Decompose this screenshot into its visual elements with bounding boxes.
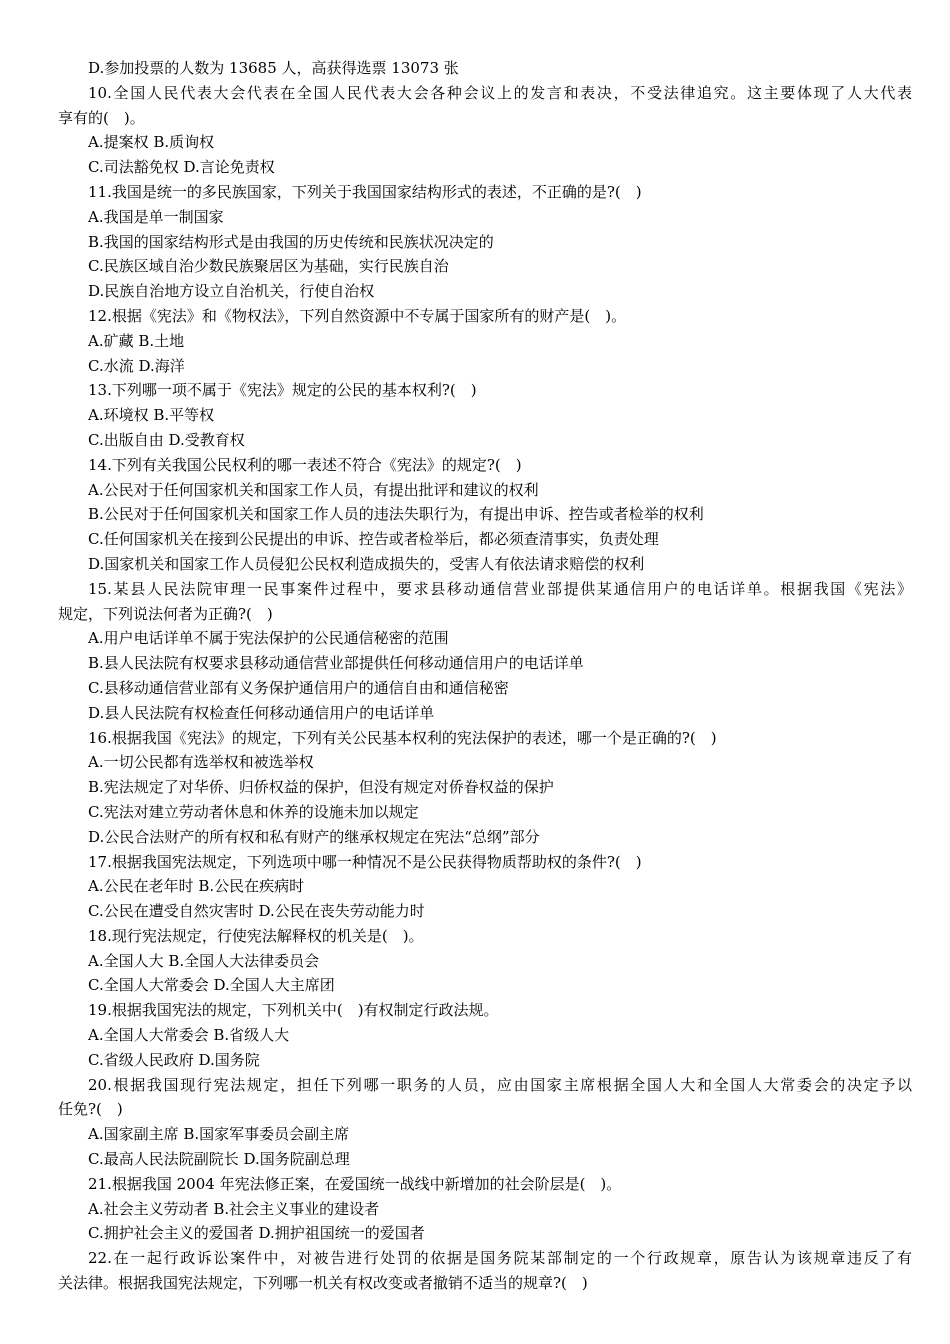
question-21-line: 21.根据我国 2004 年宪法修正案，在爱国统一战线中新增加的社会阶层是( )。	[88, 1174, 622, 1193]
answer-option-line: D.参加投票的人数为 13685 人，高获得选票 13073 张	[88, 59, 459, 77]
answer-option-line: D.民族自治地方设立自治机关，行使自治权	[88, 282, 375, 301]
question-14-line: 14.下列有关我国公民权利的哪一表述不符合《宪法》的规定?( )	[88, 455, 522, 474]
answer-option-line: C.最高人民法院副院长 D.国务院副总理	[88, 1150, 350, 1169]
question-10-line-1: 10.全国人民代表大会代表在全国人民代表大会各种会议上的发言和表决，不受法律追究。这主要体现了人大代表	[88, 83, 912, 102]
question-20-line-1: 20.根据我国现行宪法规定，担任下列哪一职务的人员，应由国家主席根据全国人大和全国人大常委会的决定予以	[88, 1075, 912, 1094]
answer-option-line: D.公民合法财产的所有权和私有财产的继承权规定在宪法“总纲”部分	[88, 827, 540, 846]
answer-option-line: C.县移动通信营业部有义务保护通信用户的通信自由和通信秘密	[88, 678, 509, 697]
question-22-line-1: 22.在一起行政诉讼案件中，对被告进行处罚的依据是国务院某部制定的一个行政规章，原告认为该规章违反了有	[88, 1249, 912, 1268]
answer-option-line: A.全国人大 B.全国人大法律委员会	[88, 951, 320, 970]
answer-option-line: B.公民对于任何国家机关和国家工作人员的违法失职行为，有提出申诉、控告或者检举的权利	[88, 505, 704, 524]
question-15-line-1: 15.某县人民法院审理一民事案件过程中，要求县移动通信营业部提供某通信用户的电话详单。根据我国《宪法》	[88, 579, 912, 598]
answer-option-line: B.县人民法院有权要求县移动通信营业部提供任何移动通信用户的电话详单	[88, 654, 584, 673]
question-18-line: 18.现行宪法规定，行使宪法解释权的机关是( )。	[88, 926, 424, 945]
answer-option-line: A.一切公民都有选举权和被选举权	[88, 753, 314, 772]
answer-option-line: B.宪法规定了对华侨、归侨权益的保护，但没有规定对侨眷权益的保护	[88, 778, 554, 797]
question-20-line-2: 任免?( )	[58, 1100, 123, 1119]
answer-option-line: A.矿藏 B.土地	[88, 331, 185, 350]
answer-option-line: A.社会主义劳动者 B.社会主义事业的建设者	[88, 1199, 380, 1218]
answer-option-line: C.民族区域自治少数民族聚居区为基础，实行民族自治	[88, 257, 449, 276]
answer-option-line: C.全国人大常委会 D.全国人大主席团	[88, 976, 335, 995]
answer-option-line: A.提案权 B.质询权	[88, 133, 215, 152]
answer-option-line: C.司法豁免权 D.言论免责权	[88, 158, 275, 177]
answer-option-line: C.公民在遭受自然灾害时 D.公民在丧失劳动能力时	[88, 902, 425, 921]
question-13-line: 13.下列哪一项不属于《宪法》规定的公民的基本权利?( )	[88, 381, 477, 400]
answer-option-line: C.出版自由 D.受教育权	[88, 430, 245, 449]
answer-option-line: B.我国的国家结构形式是由我国的历史传统和民族状况决定的	[88, 232, 494, 251]
answer-option-line: A.国家副主席 B.国家军事委员会副主席	[88, 1125, 350, 1144]
answer-option-line: C.省级人民政府 D.国务院	[88, 1050, 260, 1069]
answer-option-line: A.公民在老年时 B.公民在疾病时	[88, 877, 305, 896]
answer-option-line: D.国家机关和国家工作人员侵犯公民权利造成损失的，受害人有依法请求赔偿的权利	[88, 554, 645, 573]
answer-option-line: D.县人民法院有权检查任何移动通信用户的电话详单	[88, 703, 435, 722]
answer-option-line: C.宪法对建立劳动者休息和休养的设施未加以规定	[88, 802, 419, 821]
question-12-line: 12.根据《宪法》和《物权法》，下列自然资源中不专属于国家所有的财产是( )。	[88, 306, 627, 325]
question-15-line-2: 规定，下列说法何者为正确?( )	[58, 604, 273, 623]
question-22-line-2: 关法律。根据我国宪法规定，下列哪一机关有权改变或者撤销不适当的规章?( )	[58, 1274, 588, 1293]
question-17-line: 17.根据我国宪法规定，下列选项中哪一种情况不是公民获得物质帮助权的条件?( )	[88, 852, 642, 871]
answer-option-line: A.用户电话详单不属于宪法保护的公民通信秘密的范围	[88, 629, 449, 648]
answer-option-line: A.公民对于任何国家机关和国家工作人员，有提出批评和建议的权利	[88, 480, 539, 499]
question-19-line: 19.根据我国宪法的规定，下列机关中( )有权制定行政法规。	[88, 1001, 499, 1020]
question-16-line: 16.根据我国《宪法》的规定，下列有关公民基本权利的宪法保护的表述，哪一个是正确的?( )	[88, 728, 717, 747]
question-11-line: 11.我国是统一的多民族国家，下列关于我国国家结构形式的表述，不正确的是?( )	[88, 182, 642, 201]
question-10-line-2: 享有的( )。	[58, 108, 145, 127]
answer-option-line: A.环境权 B.平等权	[88, 406, 215, 425]
answer-option-line: A.我国是单一制国家	[88, 207, 224, 226]
document-body	[58, 56, 912, 1296]
answer-option-line: C.水流 D.海洋	[88, 356, 185, 375]
answer-option-line: C.任何国家机关在接到公民提出的申诉、控告或者检举后，都必须查清事实，负责处理	[88, 530, 659, 549]
answer-option-line: C.拥护社会主义的爱国者 D.拥护祖国统一的爱国者	[88, 1224, 425, 1243]
answer-option-line: A.全国人大常委会 B.省级人大	[88, 1026, 290, 1045]
